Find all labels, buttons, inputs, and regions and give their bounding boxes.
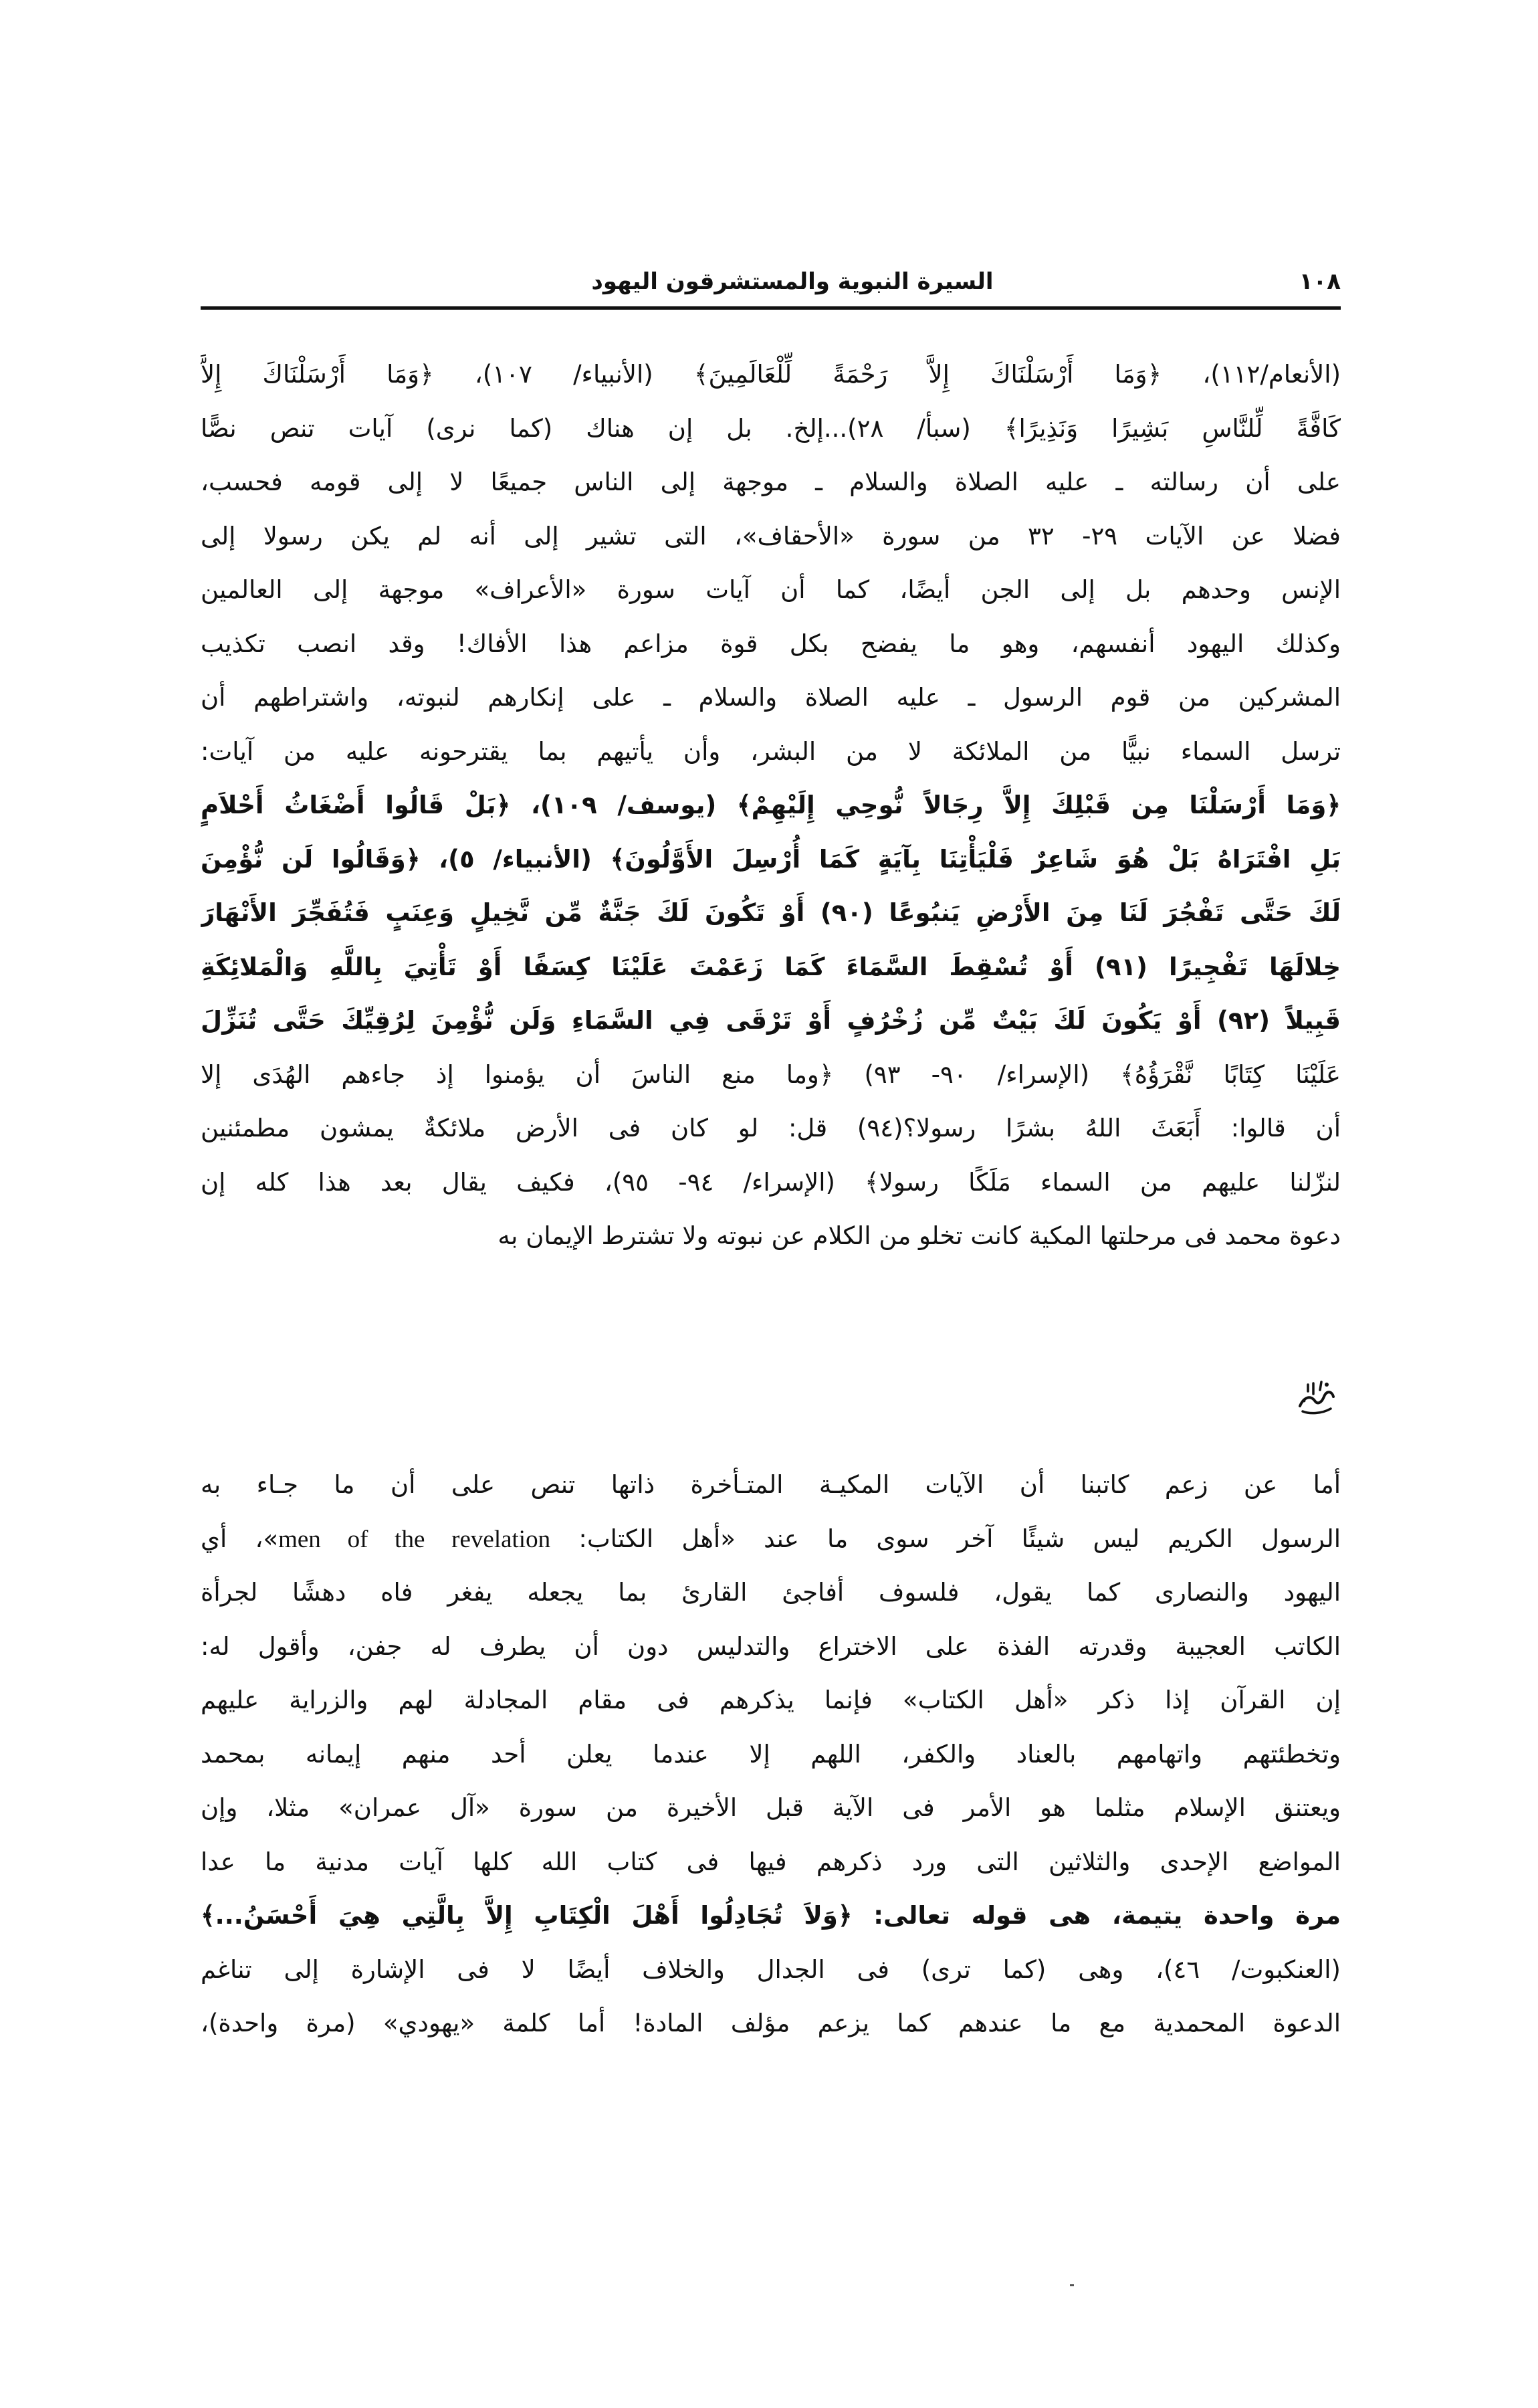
text-line: الدعوة المحمدية مع ما عندهم كما يزعم مؤلف المادة! أما كلمة «يهودي» (مرة واحدة)، bbox=[201, 2009, 1341, 2037]
text-line: (الأنعام/١١٢)، ﴿وَمَا أَرْسَلْنَاكَ إِلاَّ رَحْمَةً لِّلْعَالَمِينَ﴾ (الأنبياء/ ١٠٧)، ﴿وَمَا أَرْسَلْنَاكَ إِلاَّ bbox=[201, 360, 1341, 389]
text-line: الكاتب العجيبة وقدرته الفذة على الاختراع والتدليس دون أن يطرف له جفن، وأقول له: bbox=[201, 1631, 1341, 1661]
text-line: إن القرآن إذا ذكر «أهل الكتاب» فإنما يذكرهم فى مقام المجادلة لهم والزراية عليهم bbox=[201, 1686, 1341, 1714]
paragraph-two bbox=[201, 1458, 1341, 2051]
text-line: أما عن زعم كاتبنا أن الآيات المكيـة المتـأخرة ذاتها تنص على أن ما جـاء به bbox=[201, 1470, 1341, 1499]
paragraph-one bbox=[201, 348, 1341, 1264]
text-segment: »، أي bbox=[201, 1524, 279, 1553]
text-segment: الرسول الكريم ليس شيئًا آخر سوى ما عند «أهل الكتاب: bbox=[578, 1524, 1341, 1553]
text-line: فضلا عن الآيات ٢٩- ٣٢ من سورة «الأحقاف»، التى تشير إلى أنه لم يكن رسولا إلى bbox=[201, 521, 1341, 550]
english-phrase: men of the revelation bbox=[278, 1525, 551, 1553]
text-line: وتخطئتهم واتهامهم بالعناد والكفر، اللهم إلا عندما يعلن أحد منهم إيمانه بمحمد bbox=[201, 1739, 1341, 1769]
text-line: ترسل السماء نبيًّا من الملائكة لا من البشر، وأن يأتيهم بما يقترحونه عليه من آيات: bbox=[201, 736, 1341, 766]
honorific-seal-icon bbox=[1295, 1377, 1337, 1419]
text-line: عَلَيْنَا كِتَابًا نَّقْرَؤُهُ﴾ (الإسراء/ ٩٠- ٩٣) ﴿وما منع الناسَ أن يؤمنوا إذ جاءهم الهُدَى إلا bbox=[201, 1060, 1341, 1089]
text-line: مرة واحدة يتيمة، هى قوله تعالى: ﴿وَلاَ تُجَادِلُوا أَهْلَ الْكِتَابِ إِلاَّ بِالَّتِي هِيَ أَحْسَنُ...﴾ bbox=[201, 1901, 1341, 1930]
text-line: المواضع الإحدى والثلاثين التى ورد ذكرهم فيها فى كتاب الله كلها آيات مدنية ما عدا bbox=[201, 1847, 1341, 1876]
text-line: على أن رسالته ـ عليه الصلاة والسلام ـ موجهة إلى الناس جميعًا لا إلى قومه فحسب، bbox=[201, 468, 1341, 496]
text-line: دعوة محمد فى مرحلتها المكية كانت تخلو من الكلام عن نبوته ولا تشترط الإيمان به bbox=[498, 1221, 1341, 1250]
text-line: كَافَّةً لِّلنَّاسِ بَشِيرًا وَنَذِيرًا﴾ (سبأ/ ٢٨)...إلخ. بل إن هناك (كما نرى) آيات تنص نصًّا bbox=[201, 413, 1341, 443]
text-line: خِلالَهَا تَفْجِيرًا (٩١) أَوْ تُسْقِطَ السَّمَاءَ كَمَا زَعَمْتَ عَلَيْنَا كِسَفًا أَوْ تَأْتِيَ بِاللَّهِ وَالْمَلائِكَةِ bbox=[201, 952, 1341, 981]
text-line: لنزّلنا عليهم من السماء مَلَكًا رسولا﴾ (الإسراء/ ٩٤- ٩٥)، فكيف يقال بعد هذا كله إن bbox=[201, 1167, 1341, 1197]
text-line: أن قالوا: أَبَعَثَ اللهُ بشرًا رسولا؟(٩٤) قل: لو كان فى الأرض ملائكةٌ يمشون مطمئنين bbox=[201, 1114, 1341, 1142]
text-line: (العنكبوت/ ٤٦)، وهى (كما ترى) فى الجدال والخلاف أيضًا لا فى الإشارة إلى تناغم bbox=[201, 1954, 1341, 1984]
text-line: ويعتنق الإسلام مثلما هو الأمر فى الآية قبل الأخيرة من سورة «آل عمران» مثلا، وإن bbox=[201, 1793, 1341, 1822]
text-line: بَلِ افْتَرَاهُ بَلْ هُوَ شَاعِرٌ فَلْيَأْتِنَا بِآيَةٍ كَمَا أُرْسِلَ الأَوَّلُونَ﴾ (الأنبياء/ ٥)، ﴿وَقَالُوا لَن نُّؤْمِنَ bbox=[201, 844, 1341, 874]
header-divider bbox=[201, 306, 1341, 310]
scan-speck bbox=[1070, 2284, 1074, 2286]
text-line: اليهود والنصارى كما يقول، فلسوف أفاجئ القارئ بما يجعله يفغر فاه دهشًا لجرأة bbox=[201, 1578, 1341, 1607]
book-title: السيرة النبوية والمستشرقون اليهود bbox=[591, 268, 994, 295]
running-header bbox=[201, 264, 1341, 311]
text-line-with-english bbox=[201, 1512, 1341, 1567]
text-line: المشركين من قوم الرسول ـ عليه الصلاة والسلام ـ على إنكارهم لنبوته، واشتراطهم أن bbox=[201, 683, 1341, 712]
text-line: ﴿وَمَا أَرْسَلْنَا مِن قَبْلِكَ إِلاَّ رِجَالاً نُّوحِي إِلَيْهِمْ﴾ (يوسف/ ١٠٩)، ﴿بَلْ قَالُوا أَضْغَاثُ أَحْلاَمٍ bbox=[201, 791, 1341, 819]
text-line: قَبِيلاً (٩٢) أَوْ يَكُونَ لَكَ بَيْتٌ مِّن زُخْرُفٍ أَوْ تَرْقَى فِي السَّمَاءِ وَلَن نُّؤْمِنَ لِرُقِيِّكَ حَتَّى تُنَزِّلَ bbox=[201, 1006, 1341, 1035]
text-line: وكذلك اليهود أنفسهم، وهو ما يفضح بكل قوة مزاعم هذا الأفاك! وقد انصب تكذيب bbox=[201, 629, 1341, 658]
text-line: الإنس وحدهم بل إلى الجن أيضًا، كما أن آيات سورة «الأعراف» موجهة إلى العالمين bbox=[201, 575, 1341, 604]
text-line: لَكَ حَتَّى تَفْجُرَ لَنَا مِنَ الأَرْضِ يَنبُوعًا (٩٠) أَوْ تَكُونَ لَكَ جَنَّةٌ مِّن نَّخِيلٍ وَعِنَبٍ فَتُفَجِّرَ الأَنْهَارَ bbox=[201, 898, 1341, 927]
page-number: ١٠٨ bbox=[1299, 268, 1341, 295]
